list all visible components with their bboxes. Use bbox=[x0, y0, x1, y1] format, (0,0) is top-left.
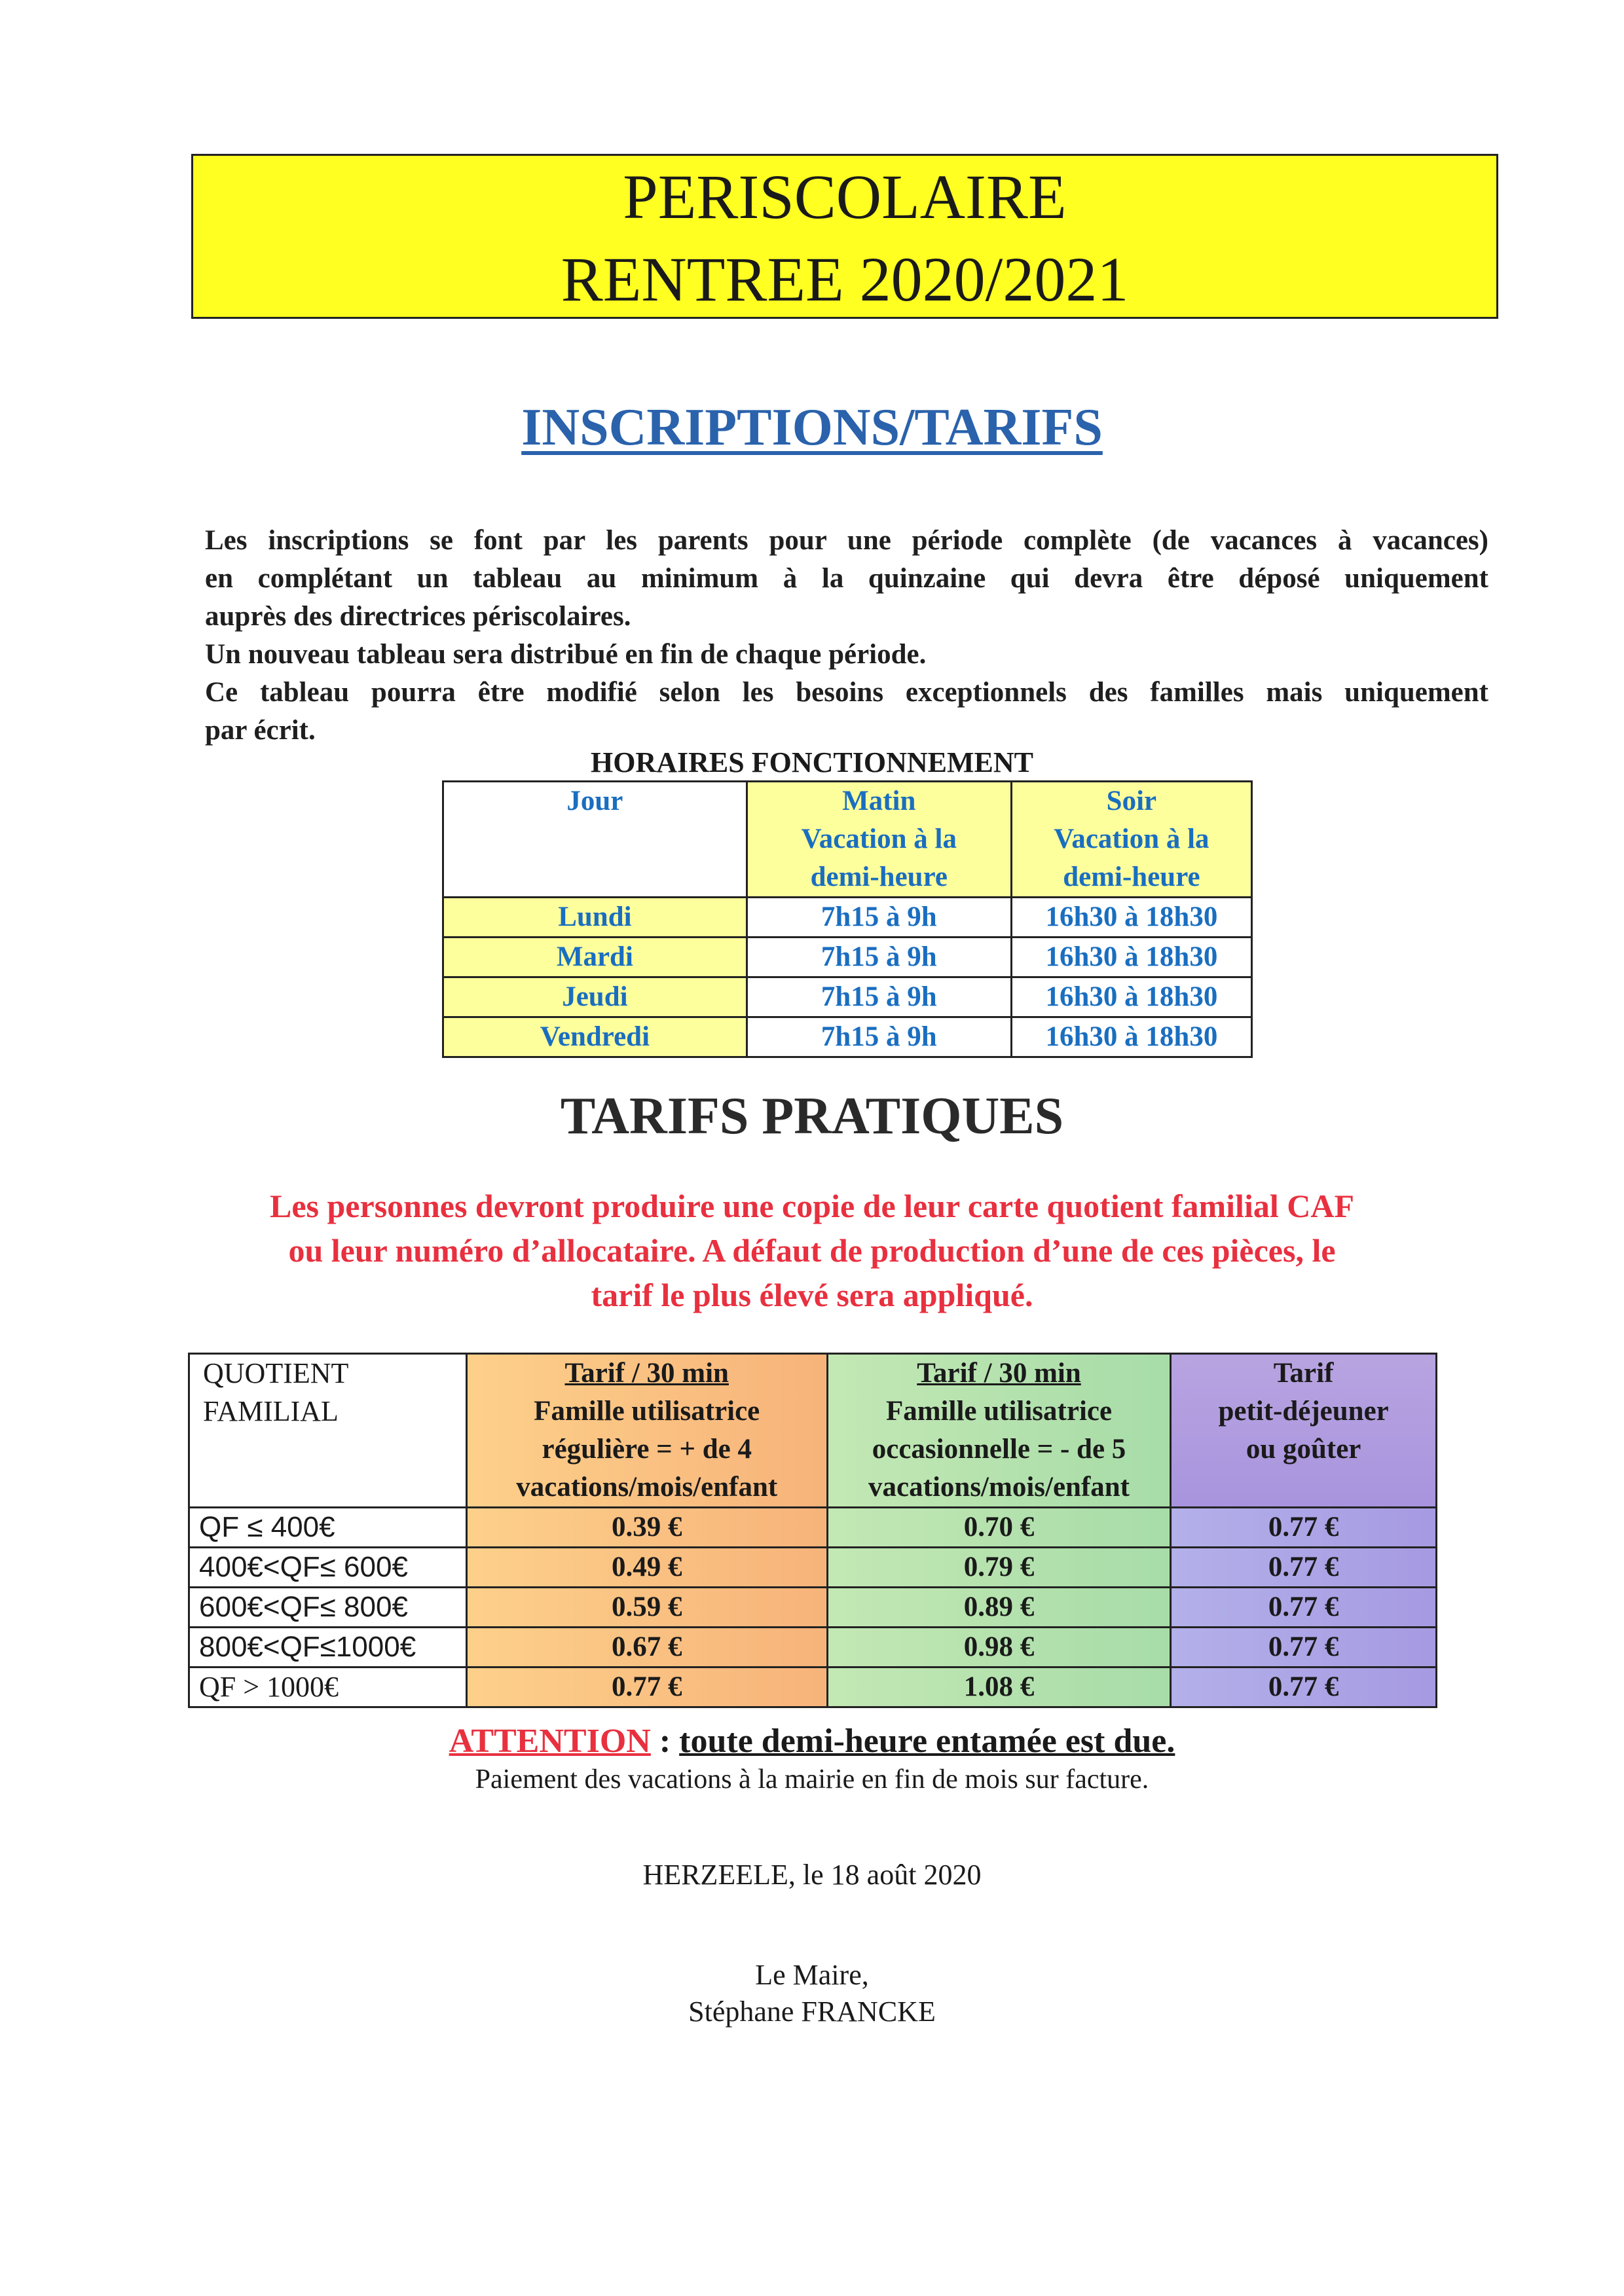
title-banner bbox=[191, 154, 1498, 319]
head-reg-l3: régulière = + de 4 bbox=[542, 1434, 752, 1465]
head-pd-l1: Tarif bbox=[1273, 1358, 1334, 1389]
caf-notice-l2: ou leur numéro d’allocataire. A défaut de production d’une de ces pièces, le bbox=[288, 1232, 1336, 1269]
intro-line-4: Un nouveau tableau sera distribué en fin de chaque période. bbox=[205, 639, 927, 670]
tarifs-reg: 0.59 € bbox=[466, 1588, 827, 1628]
horaires-row bbox=[443, 1017, 1252, 1057]
head-matin-l1: Matin bbox=[842, 786, 916, 816]
tarifs-row bbox=[189, 1548, 1437, 1588]
head-q-l1: QUOTIENT bbox=[203, 1357, 349, 1389]
horaires-soir: 16h30 à 18h30 bbox=[1011, 1017, 1251, 1057]
attention-sep: : bbox=[650, 1722, 680, 1760]
horaires-jour: Jeudi bbox=[443, 977, 747, 1017]
horaires-jour: Lundi bbox=[443, 898, 747, 938]
head-occ-l4: vacations/mois/enfant bbox=[868, 1472, 1130, 1503]
horaires-soir: 16h30 à 18h30 bbox=[1011, 977, 1251, 1017]
intro-line-2: en complétant un tableau au minimum à la quinzaine qui devra être déposé uniquement bbox=[205, 563, 1488, 594]
payment-note: Paiement des vacations à la mairie en fin de mois sur facture. bbox=[475, 1764, 1149, 1795]
head-occ-l2: Famille utilisatrice bbox=[885, 1396, 1113, 1427]
subtitle-text: INSCRIPTIONS/TARIFS bbox=[521, 399, 1103, 456]
head-occ-l1-text: Tarif / 30 min bbox=[917, 1358, 1081, 1389]
horaires-soir: 16h30 à 18h30 bbox=[1011, 938, 1251, 977]
horaires-matin: 7h15 à 9h bbox=[747, 1017, 1011, 1057]
tarifs-pd: 0.77 € bbox=[1171, 1667, 1437, 1707]
tarifs-reg: 0.39 € bbox=[466, 1508, 827, 1548]
attention-rest: toute demi-heure entamée est due. bbox=[679, 1722, 1175, 1760]
tarifs-reg: 0.67 € bbox=[466, 1628, 827, 1667]
horaires-matin: 7h15 à 9h bbox=[747, 938, 1011, 977]
head-matin-l2: Vacation à la bbox=[801, 824, 957, 854]
head-pd-l2: petit-déjeuner bbox=[1218, 1396, 1389, 1427]
tarifs-table bbox=[188, 1353, 1437, 1708]
horaires-head-soir bbox=[1011, 782, 1251, 898]
horaires-jour: Mardi bbox=[443, 938, 747, 977]
head-soir-l2: Vacation à la bbox=[1054, 824, 1209, 854]
signature-name: Stéphane FRANCKE bbox=[688, 1995, 936, 2028]
caf-notice bbox=[164, 1184, 1460, 1317]
head-q-l2: FAMILIAL bbox=[203, 1395, 339, 1427]
tarifs-occ: 0.70 € bbox=[827, 1508, 1170, 1548]
caf-notice-l1: Les personnes devront produire une copie de leur carte quotient familial CAF bbox=[270, 1188, 1354, 1224]
head-pd-l3: ou goûter bbox=[1246, 1434, 1361, 1465]
title-line-1: PERISCOLAIRE bbox=[623, 162, 1067, 232]
tarifs-reg: 0.77 € bbox=[466, 1667, 827, 1707]
tarifs-qf: 800€<QF≤1000€ bbox=[189, 1628, 467, 1667]
tarifs-row bbox=[189, 1508, 1437, 1548]
tarifs-head-petit-dejeuner bbox=[1171, 1354, 1437, 1508]
intro-line-1: Les inscriptions se font par les parents pour une période complète (de vacances à vacances) bbox=[205, 525, 1488, 556]
tarifs-row bbox=[189, 1628, 1437, 1667]
head-occ-l1 bbox=[828, 1355, 1170, 1393]
head-reg-l2: Famille utilisatrice bbox=[534, 1396, 760, 1427]
tarifs-pd: 0.77 € bbox=[1171, 1588, 1437, 1628]
tarifs-head-occasionnelle bbox=[827, 1354, 1170, 1508]
horaires-matin: 7h15 à 9h bbox=[747, 977, 1011, 1017]
tarifs-occ: 0.79 € bbox=[827, 1548, 1170, 1588]
head-matin-l3: demi-heure bbox=[810, 862, 948, 892]
head-occ-l3: occasionnelle = - de 5 bbox=[872, 1434, 1126, 1465]
place-date: HERZEELE, le 18 août 2020 bbox=[642, 1859, 982, 1891]
intro-line-6: par écrit. bbox=[205, 715, 316, 746]
tarifs-qf: 400€<QF≤ 600€ bbox=[189, 1548, 467, 1588]
head-soir-l3: demi-heure bbox=[1063, 862, 1200, 892]
tarifs-row bbox=[189, 1588, 1437, 1628]
intro-line-3: auprès des directrices périscolaires. bbox=[205, 601, 631, 632]
tarifs-occ: 0.89 € bbox=[827, 1588, 1170, 1628]
head-jour-text: Jour bbox=[566, 786, 623, 816]
head-reg-l1 bbox=[468, 1355, 826, 1393]
head-reg-l4: vacations/mois/enfant bbox=[516, 1472, 778, 1503]
horaires-row bbox=[443, 898, 1252, 938]
head-reg-l1-text: Tarif / 30 min bbox=[564, 1358, 729, 1389]
tarifs-head-quotient bbox=[189, 1354, 467, 1508]
horaires-matin: 7h15 à 9h bbox=[747, 898, 1011, 938]
horaires-soir: 16h30 à 18h30 bbox=[1011, 898, 1251, 938]
tarifs-occ: 0.98 € bbox=[827, 1628, 1170, 1667]
attention-line bbox=[0, 1721, 1624, 1762]
tarifs-qf: QF > 1000€ bbox=[189, 1667, 467, 1707]
tarifs-header-row bbox=[189, 1354, 1437, 1508]
tarifs-pd: 0.77 € bbox=[1171, 1508, 1437, 1548]
caf-notice-l3: tarif le plus élevé sera appliqué. bbox=[591, 1277, 1033, 1313]
intro-paragraph bbox=[205, 522, 1488, 750]
tarifs-pd: 0.77 € bbox=[1171, 1548, 1437, 1588]
tarifs-qf: QF ≤ 400€ bbox=[189, 1508, 467, 1548]
horaires-header-row bbox=[443, 782, 1252, 898]
horaires-head-jour bbox=[443, 782, 747, 898]
tarifs-reg: 0.49 € bbox=[466, 1548, 827, 1588]
tarifs-section-title: TARIFS PRATIQUES bbox=[560, 1087, 1064, 1145]
horaires-jour: Vendredi bbox=[443, 1017, 747, 1057]
horaires-table bbox=[442, 780, 1253, 1058]
page-subtitle bbox=[0, 395, 1624, 460]
head-soir-l1: Soir bbox=[1106, 786, 1157, 816]
tarifs-head-reguliere bbox=[466, 1354, 827, 1508]
attention-word: ATTENTION bbox=[449, 1722, 651, 1760]
horaires-title: HORAIRES FONCTIONNEMENT bbox=[591, 746, 1033, 778]
intro-line-5: Ce tableau pourra être modifié selon les besoins exceptionnels des familles mais uniquement bbox=[205, 677, 1488, 708]
signature-title: Le Maire, bbox=[755, 1959, 869, 1991]
tarifs-occ: 1.08 € bbox=[827, 1667, 1170, 1707]
horaires-head-matin bbox=[747, 782, 1011, 898]
tarifs-qf: 600€<QF≤ 800€ bbox=[189, 1588, 467, 1628]
tarifs-pd: 0.77 € bbox=[1171, 1628, 1437, 1667]
title-line-2: RENTREE 2020/2021 bbox=[561, 244, 1129, 314]
horaires-row bbox=[443, 938, 1252, 977]
tarifs-row bbox=[189, 1667, 1437, 1707]
horaires-row bbox=[443, 977, 1252, 1017]
